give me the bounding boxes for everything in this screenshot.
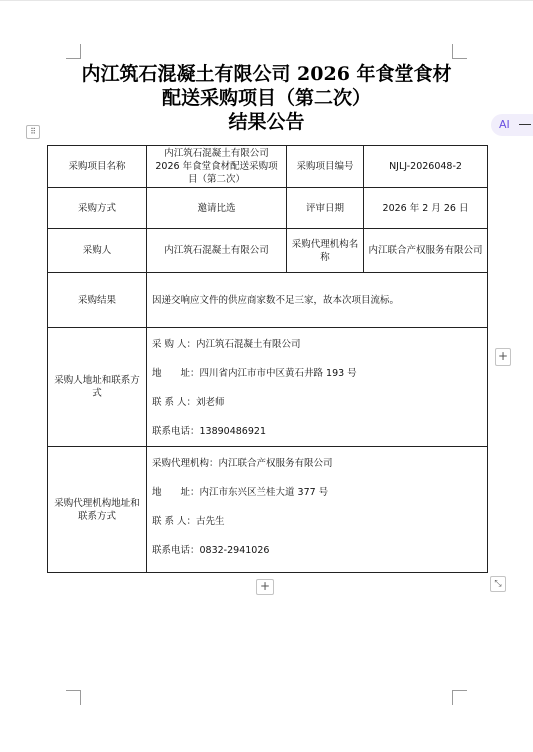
agency-line-address: 地 址：内江市东兴区兰桂大道 377 号 <box>152 487 329 498</box>
cell-purchaser-contact-label: 采购人地址和联系方式 <box>48 328 147 447</box>
table-row <box>48 328 488 447</box>
ai-assistant-button[interactable] <box>491 114 533 136</box>
table-row <box>48 273 488 328</box>
agency-line-name: 采购代理机构：内江联合产权服务有限公司 <box>152 458 333 469</box>
crop-mark-bottom-right <box>452 690 467 705</box>
crop-mark-bottom-left <box>66 690 81 705</box>
ai-label: AI <box>499 118 510 131</box>
cell-result-label: 采购结果 <box>48 273 147 328</box>
cell-method-label: 采购方式 <box>48 188 147 229</box>
cell-purchaser-value[interactable]: 内江筑石混凝土有限公司 <box>147 229 287 273</box>
table-row <box>48 188 488 229</box>
purchaser-line-phone: 联系电话：13890486921 <box>152 426 266 437</box>
crop-mark-top-right <box>452 44 467 59</box>
cell-purchaser-contact-value[interactable] <box>147 328 488 447</box>
cell-project-name-label: 采购项目名称 <box>48 146 147 188</box>
add-row-icon[interactable]: + <box>256 579 274 595</box>
cell-agency-contact-label: 采购代理机构地址和联系方式 <box>48 447 147 573</box>
cell-method-value[interactable]: 邀请比选 <box>147 188 287 229</box>
title-line-3: 结果公告 <box>228 111 305 133</box>
page-top-edge <box>0 0 533 1</box>
cell-agency-name-value[interactable]: 内江联合产权服务有限公司 <box>364 229 488 273</box>
table-row <box>48 229 488 273</box>
purchaser-line-contact: 联 系 人：刘老师 <box>152 397 225 408</box>
table-row <box>48 447 488 573</box>
cell-agency-name-label: 采购代理机构名称 <box>287 229 364 273</box>
table-row <box>48 146 488 188</box>
agency-line-phone: 联系电话：0832-2941026 <box>152 545 270 556</box>
title-line-1: 内江筑石混凝土有限公司 2026 年食堂食材 <box>81 63 452 85</box>
cell-purchaser-label: 采购人 <box>48 229 147 273</box>
result-table <box>47 145 488 573</box>
document-title <box>40 62 493 134</box>
crop-mark-top-left <box>66 44 81 59</box>
agency-line-contact: 联 系 人：古先生 <box>152 516 225 527</box>
table-move-handle-icon[interactable]: ⠿ <box>26 125 40 139</box>
purchaser-line-name: 采 购 人：内江筑石混凝土有限公司 <box>152 339 301 350</box>
cell-review-date-label: 评审日期 <box>287 188 364 229</box>
title-line-2: 配送采购项目（第二次） <box>161 87 371 109</box>
cell-agency-contact-value[interactable] <box>147 447 488 573</box>
cell-project-code-value[interactable]: NJLJ-2026048-2 <box>364 146 488 188</box>
cell-project-code-label: 采购项目编号 <box>287 146 364 188</box>
cell-result-value[interactable]: 因递交响应文件的供应商家数不足三家，故本次项目流标。 <box>147 273 488 328</box>
purchaser-line-address: 地 址：四川省内江市市中区黄石井路 193 号 <box>152 368 357 379</box>
add-column-icon[interactable]: + <box>495 348 511 366</box>
cell-review-date-value[interactable]: 2026 年 2 月 26 日 <box>364 188 488 229</box>
cell-project-name-value[interactable]: 内江筑石混凝土有限公司 2026 年食堂食材配送采购项目（第二次） <box>147 146 287 188</box>
collapse-dash-icon <box>519 124 531 125</box>
table-resize-icon[interactable]: ⤡ <box>490 576 506 592</box>
